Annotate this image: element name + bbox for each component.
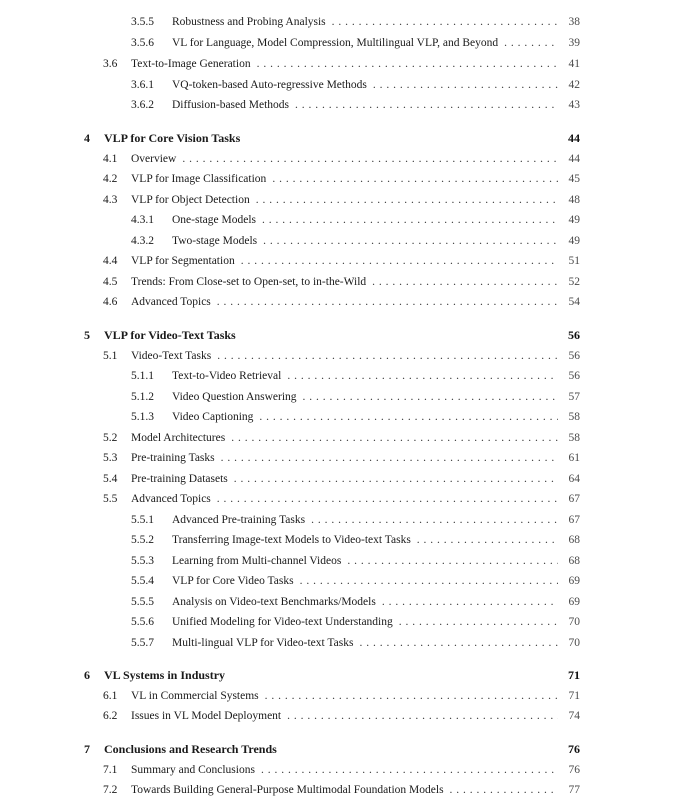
toc-subsection-entry [131, 571, 580, 591]
entry-page-number: 69 [568, 575, 580, 587]
entry-title: Multi-lingual VLP for Video-text Tasks [172, 637, 354, 649]
entry-title: Pre-training Datasets [131, 473, 228, 485]
entry-title: Transferring Image-text Models to Video-text Tasks [172, 534, 411, 546]
entry-number: 6 [84, 668, 90, 682]
toc-subsection-entry [131, 633, 580, 653]
entry-title: Advanced Topics [131, 493, 211, 505]
toc-subsection-entry [131, 592, 580, 612]
dot-leader [372, 272, 558, 292]
entry-title: Video-Text Tasks [131, 350, 212, 362]
entry-number: 3.6 [103, 58, 118, 70]
entry-title: Text-to-Video Retrieval [172, 370, 282, 382]
toc-section-entry [103, 706, 580, 726]
entry-number: 7.2 [103, 784, 118, 796]
toc-subsection-entry [131, 12, 580, 32]
entry-title: VL for Language, Model Compression, Multilingual VLP, and Beyond [172, 37, 499, 49]
dot-leader [217, 346, 558, 366]
entry-title: Learning from Multi-channel Videos [172, 555, 342, 567]
entry-title: Analysis on Video-text Benchmarks/Models [172, 596, 376, 608]
dot-leader [231, 428, 558, 448]
entry-page-number: 54 [568, 296, 580, 308]
toc-subsection-entry [131, 33, 580, 53]
entry-title: VLP for Segmentation [131, 255, 235, 267]
toc-subsection-entry [131, 75, 580, 95]
entry-title: VLP for Image Classification [131, 173, 267, 185]
dot-leader [256, 190, 558, 210]
entry-page-number: 56 [568, 328, 580, 342]
dot-leader [373, 75, 558, 95]
entry-title: Advanced Topics [131, 296, 211, 308]
toc-section-entry [103, 428, 580, 448]
entry-page-number: 69 [568, 596, 580, 608]
toc-subsection-entry [131, 530, 580, 550]
entry-page-number: 71 [568, 690, 580, 702]
toc-chapter-entry [84, 739, 580, 759]
toc-section-entry [103, 169, 580, 189]
entry-number: 4.2 [103, 173, 118, 185]
entry-number: 4 [84, 131, 90, 145]
entry-number: 5.5 [103, 493, 118, 505]
entry-title: Conclusions and Research Trends [104, 742, 277, 756]
entry-page-number: 49 [568, 235, 580, 247]
entry-title: Overview [131, 153, 177, 165]
toc-chapter-entry [84, 128, 580, 148]
entry-page-number: 44 [568, 131, 580, 145]
entry-number: 5.5.4 [131, 575, 154, 587]
entry-number: 4.1 [103, 153, 118, 165]
entry-page-number: 56 [568, 370, 580, 382]
entry-title: VLP for Core Video Tasks [172, 575, 294, 587]
dot-leader [241, 251, 558, 271]
dot-leader [257, 54, 558, 74]
entry-title: VL Systems in Industry [104, 668, 226, 682]
entry-page-number: 64 [568, 473, 580, 485]
dot-leader [182, 149, 558, 169]
entry-page-number: 41 [568, 58, 580, 70]
entry-title: Advanced Pre-training Tasks [172, 514, 306, 526]
dot-leader [303, 387, 558, 407]
entry-number: 7.1 [103, 764, 118, 776]
entry-title: VL in Commercial Systems [131, 690, 259, 702]
entry-page-number: 44 [568, 153, 580, 165]
toc-section-entry [103, 272, 580, 292]
entry-title: VLP for Video-Text Tasks [104, 328, 236, 342]
entry-title: One-stage Models [172, 214, 256, 226]
toc-subsection-entry [131, 387, 580, 407]
toc-subsection-entry [131, 551, 580, 571]
entry-title: Unified Modeling for Video-text Understanding [172, 616, 393, 628]
dot-leader [287, 706, 558, 726]
entry-page-number: 61 [568, 452, 580, 464]
dot-leader [217, 489, 558, 509]
entry-page-number: 48 [568, 194, 580, 206]
entry-page-number: 74 [568, 710, 580, 722]
entry-number: 3.5.5 [131, 16, 154, 28]
entry-title: Robustness and Probing Analysis [172, 16, 326, 28]
dot-leader [347, 551, 558, 571]
entry-number: 5.4 [103, 473, 118, 485]
toc-subsection-entry [131, 612, 580, 632]
dot-leader [272, 169, 558, 189]
entry-page-number: 76 [568, 742, 580, 756]
toc-chapter-entry [84, 665, 580, 685]
entry-title: Two-stage Models [172, 235, 258, 247]
dot-leader [359, 633, 558, 653]
dot-leader [382, 592, 558, 612]
dot-leader [311, 510, 558, 530]
entry-number: 6.1 [103, 690, 118, 702]
entry-title: VQ-token-based Auto-regressive Methods [172, 79, 367, 91]
dot-leader [217, 292, 558, 312]
dot-leader [262, 210, 558, 230]
dot-leader [450, 780, 558, 800]
entry-title: VLP for Core Vision Tasks [104, 131, 241, 145]
entry-number: 4.3.2 [131, 235, 154, 247]
entry-number: 6.2 [103, 710, 118, 722]
entry-title: Video Captioning [172, 411, 254, 423]
toc-section-entry [103, 251, 580, 271]
toc-section-entry [103, 489, 580, 509]
toc-section-entry [103, 448, 580, 468]
entry-number: 5.5.5 [131, 596, 154, 608]
entry-page-number: 38 [568, 16, 580, 28]
entry-page-number: 76 [568, 764, 580, 776]
entry-page-number: 71 [568, 668, 580, 682]
toc-section-entry [103, 780, 580, 800]
entry-page-number: 45 [568, 173, 580, 185]
entry-number: 5.1.3 [131, 411, 154, 423]
entry-number: 5.5.7 [131, 637, 154, 649]
entry-title: Pre-training Tasks [131, 452, 215, 464]
entry-number: 7 [84, 742, 90, 756]
entry-page-number: 70 [568, 637, 580, 649]
entry-title: Summary and Conclusions [131, 764, 255, 776]
entry-number: 4.5 [103, 276, 118, 288]
entry-page-number: 58 [568, 411, 580, 423]
toc-section-entry [103, 54, 580, 74]
entry-page-number: 68 [568, 555, 580, 567]
dot-leader [259, 407, 558, 427]
entry-page-number: 51 [568, 255, 580, 267]
entry-title: VLP for Object Detection [131, 194, 250, 206]
toc-chapter-entry [84, 325, 580, 345]
entry-number: 5.1.2 [131, 391, 154, 403]
entry-page-number: 58 [568, 432, 580, 444]
entry-number: 5.3 [103, 452, 118, 464]
entry-number: 5.2 [103, 432, 118, 444]
entry-page-number: 49 [568, 214, 580, 226]
toc-section-entry [103, 469, 580, 489]
entry-page-number: 39 [568, 37, 580, 49]
toc-subsection-entry [131, 231, 580, 251]
entry-number: 5.5.1 [131, 514, 154, 526]
entry-page-number: 42 [568, 79, 580, 91]
entry-number: 3.6.2 [131, 99, 154, 111]
dot-leader [504, 33, 558, 53]
entry-page-number: 70 [568, 616, 580, 628]
entry-number: 4.4 [103, 255, 118, 267]
toc-section-entry [103, 686, 580, 706]
toc-subsection-entry [131, 510, 580, 530]
dot-leader [287, 366, 558, 386]
dot-leader [263, 231, 558, 251]
toc-section-entry [103, 149, 580, 169]
dot-leader [234, 469, 558, 489]
entry-page-number: 56 [568, 350, 580, 362]
dot-leader [221, 448, 558, 468]
entry-title: Video Question Answering [172, 391, 297, 403]
dot-leader [261, 760, 558, 780]
entry-page-number: 43 [568, 99, 580, 111]
toc-section-entry [103, 346, 580, 366]
toc-section-entry [103, 292, 580, 312]
toc-subsection-entry [131, 407, 580, 427]
entry-page-number: 67 [568, 493, 580, 505]
dot-leader [295, 95, 558, 115]
entry-page-number: 77 [568, 784, 580, 796]
entry-number: 4.6 [103, 296, 118, 308]
entry-number: 5.1 [103, 350, 118, 362]
entry-number: 5.5.2 [131, 534, 154, 546]
entry-page-number: 57 [568, 391, 580, 403]
entry-title: Issues in VL Model Deployment [131, 710, 282, 722]
entry-page-number: 68 [568, 534, 580, 546]
dot-leader [399, 612, 558, 632]
entry-title: Trends: From Close-set to Open-set, to in-the-Wild [131, 276, 367, 288]
dot-leader [265, 686, 558, 706]
entry-number: 5.1.1 [131, 370, 154, 382]
dot-leader [417, 530, 558, 550]
toc-subsection-entry [131, 210, 580, 230]
dot-leader [300, 571, 558, 591]
entry-number: 5.5.3 [131, 555, 154, 567]
entry-number: 3.6.1 [131, 79, 154, 91]
entry-title: Text-to-Image Generation [131, 58, 251, 70]
entry-page-number: 52 [568, 276, 580, 288]
entry-number: 3.5.6 [131, 37, 154, 49]
entry-title: Towards Building General-Purpose Multimodal Foundation Models [131, 784, 444, 796]
entry-title: Model Architectures [131, 432, 226, 444]
entry-title: Diffusion-based Methods [172, 99, 290, 111]
entry-number: 4.3.1 [131, 214, 154, 226]
entry-number: 5 [84, 328, 90, 342]
dot-leader [332, 12, 558, 32]
toc-subsection-entry [131, 366, 580, 386]
toc-subsection-entry [131, 95, 580, 115]
entry-number: 5.5.6 [131, 616, 154, 628]
toc-section-entry [103, 760, 580, 780]
entry-number: 4.3 [103, 194, 118, 206]
toc-section-entry [103, 190, 580, 210]
entry-page-number: 67 [568, 514, 580, 526]
